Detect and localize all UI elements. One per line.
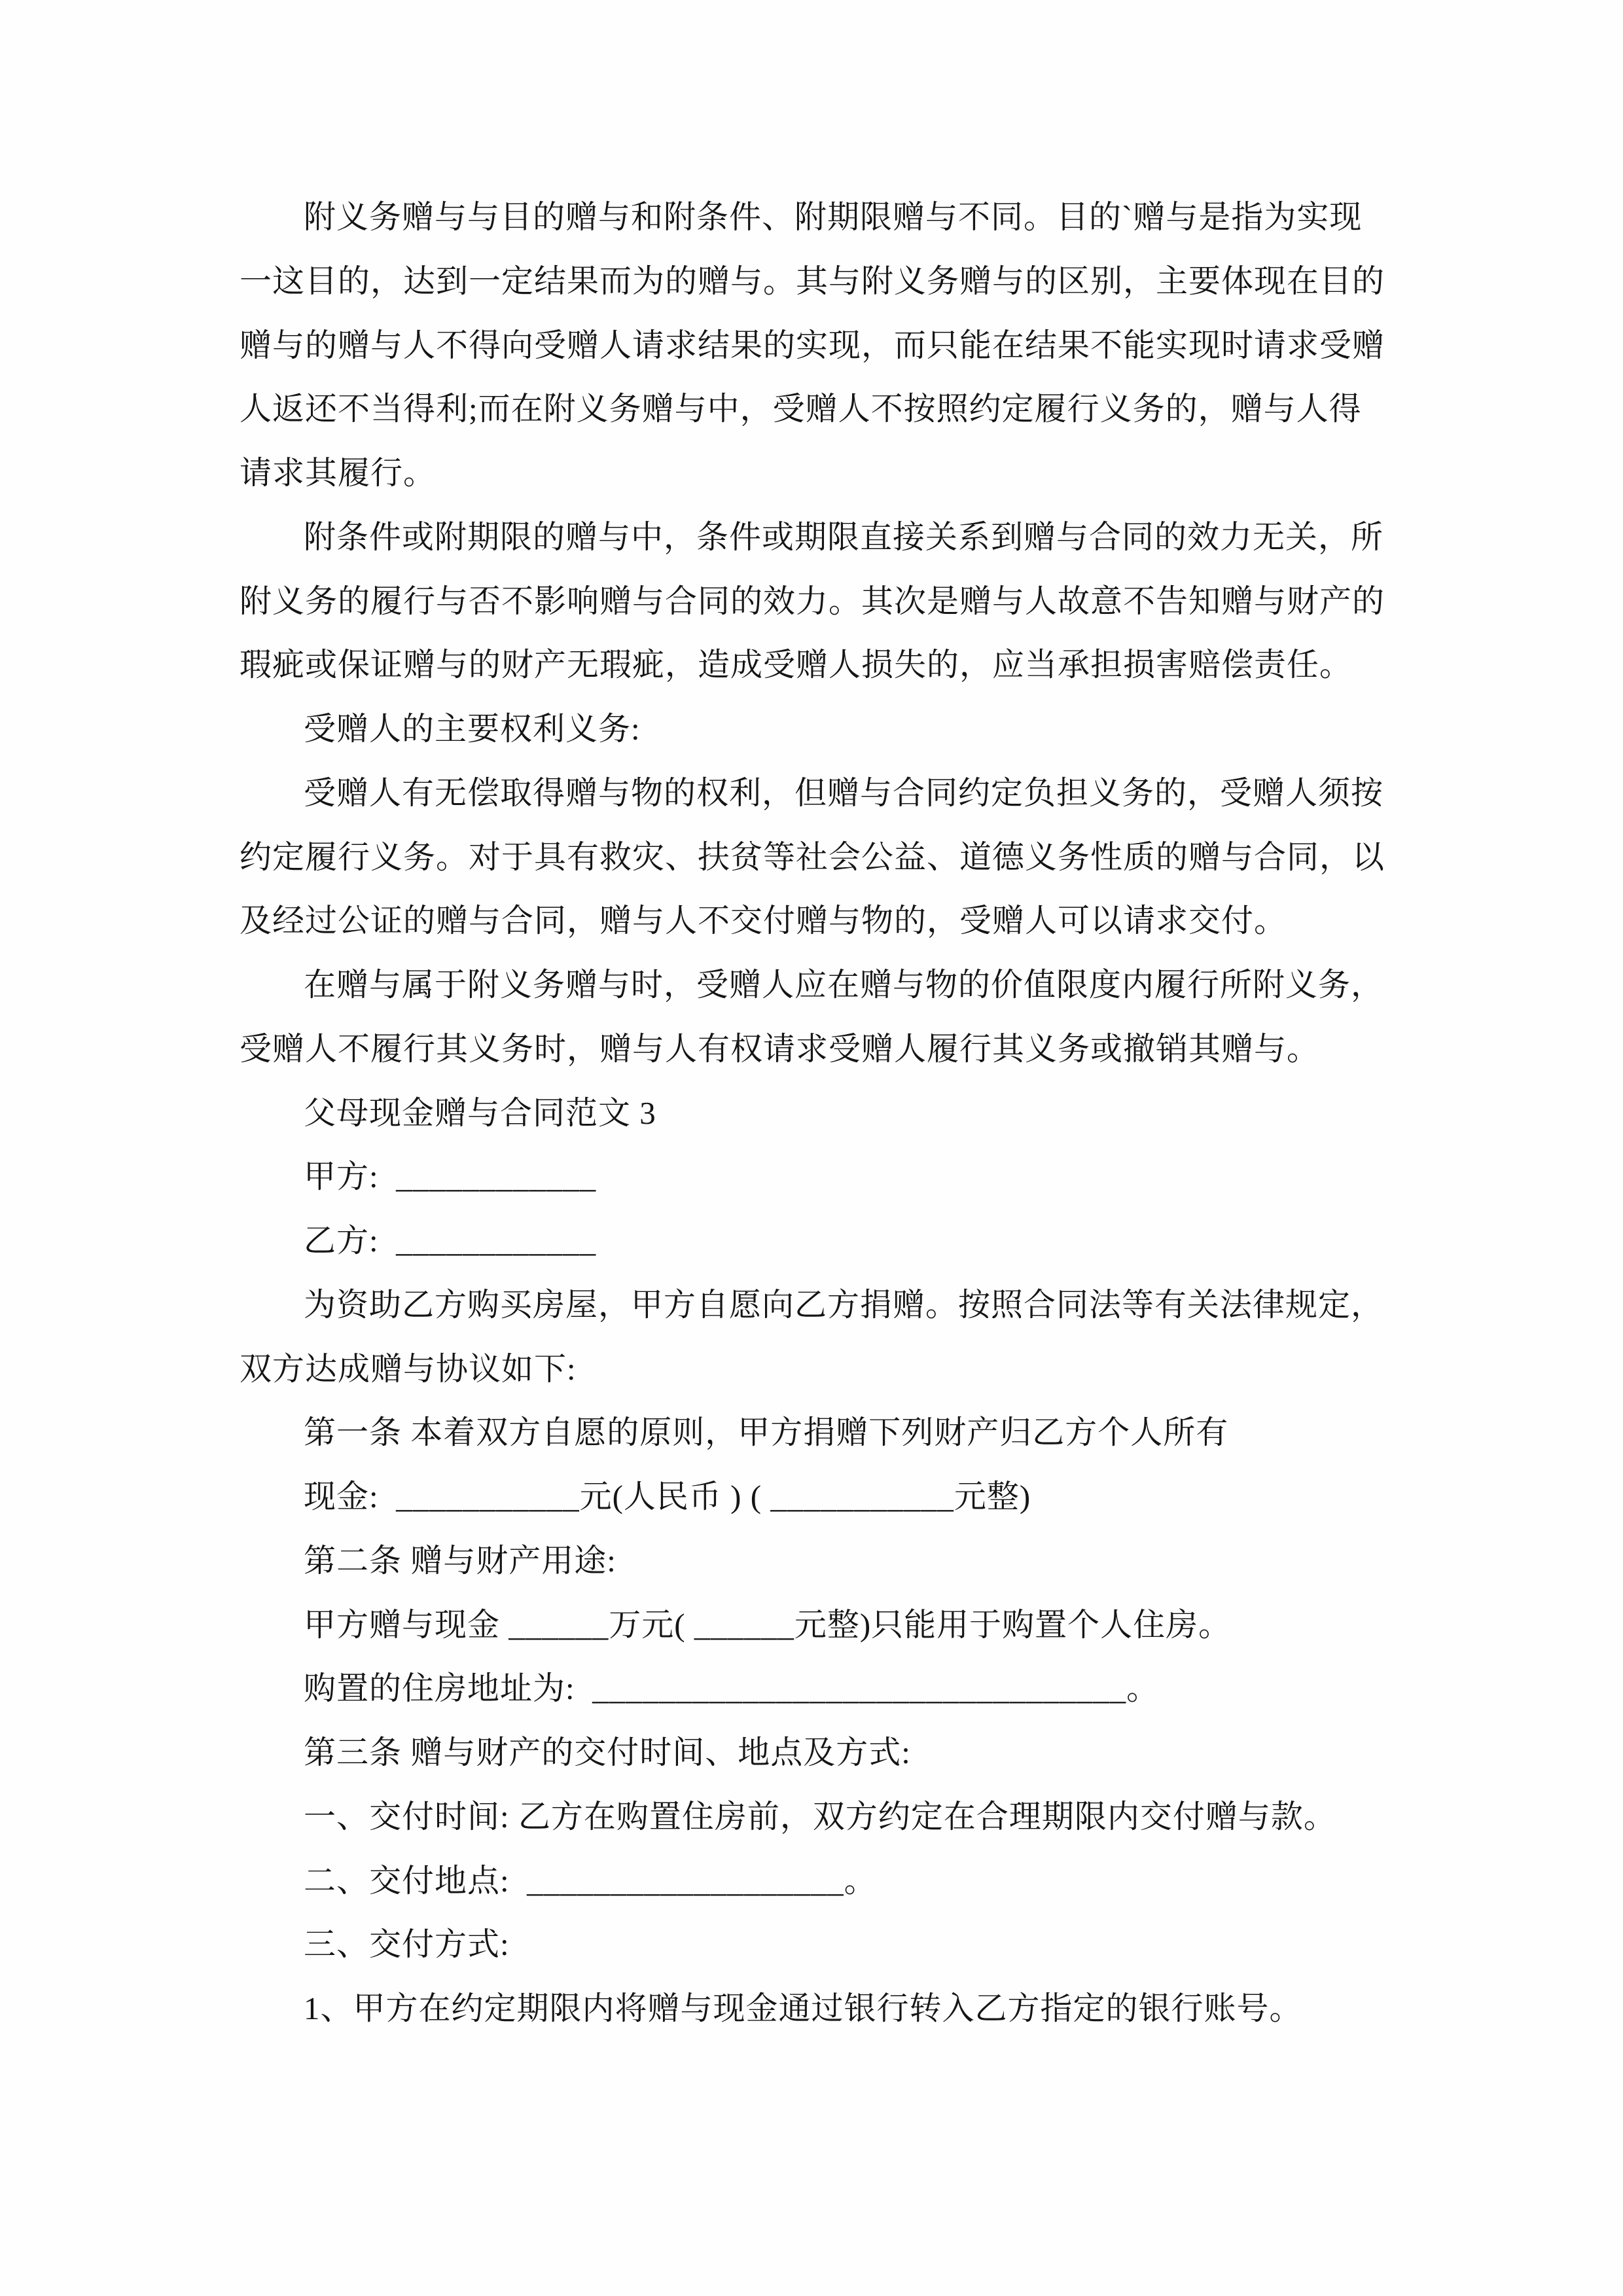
text-line: 现金: ___________元(人民币 ) ( ___________元整): [304, 1479, 1031, 1515]
text-line: 甲方赠与现金 ______万元( ______元整)只能用于购置个人住房。: [304, 1606, 1232, 1643]
text-line: 附义务的履行与否不影响赠与合同的效力。其次是赠与人故意不告知赠与财产的: [240, 583, 1385, 619]
text-line: 第一条 本着双方自愿的原则，甲方捐赠下列财产归乙方个人所有: [304, 1414, 1229, 1451]
text-line: 受赠人的主要权利义务:: [304, 711, 641, 747]
text-line: 购置的住房地址为: ________________________________。: [304, 1670, 1160, 1707]
text-line: 请求其履行。: [240, 455, 437, 491]
text-line: 人返还不当得利;而在附义务赠与中，受赠人不按照约定履行义务的，赠与人得: [240, 391, 1362, 427]
text-line: 甲方: ____________: [304, 1158, 597, 1195]
text-line: 父母现金赠与合同范文 3: [304, 1094, 656, 1131]
text-line: 为资助乙方购买房屋，甲方自愿向乙方捐赠。按照合同法等有关法律规定，: [304, 1286, 1384, 1323]
text-line: 第三条 赠与财产的交付时间、地点及方式:: [304, 1734, 911, 1770]
text-line: 赠与的赠与人不得向受赠人请求结果的实现，而只能在结果不能实现时请求受赠: [240, 327, 1385, 363]
text-line: 约定履行义务。对于具有救灾、扶贫等社会公益、道德义务性质的赠与合同，以: [240, 838, 1385, 875]
text-line: 及经过公证的赠与合同，赠与人不交付赠与物的，受赠人可以请求交付。: [240, 903, 1287, 939]
text-line: 附条件或附期限的赠与中，条件或期限直接关系到赠与合同的效力无关，所: [304, 518, 1384, 555]
text-line: 瑕疵或保证赠与的财产无瑕疵，造成受赠人损失的，应当承担损害赔偿责任。: [240, 647, 1353, 683]
text-line: 乙方: ____________: [304, 1223, 597, 1259]
text-line: 双方达成赠与协议如下:: [240, 1350, 577, 1387]
text-line: 一这目的，达到一定结果而为的赠与。其与附义务赠与的区别，主要体现在目的: [240, 262, 1385, 299]
text-line: 第二条 赠与财产用途:: [304, 1542, 616, 1579]
text-line: 一、交付时间: 乙方在购置住房前，双方约定在合理期限内交付赠与款。: [304, 1798, 1336, 1835]
text-line: 在赠与属于附义务赠与时，受赠人应在赠与物的价值限度内履行所附义务，: [304, 967, 1384, 1003]
document-body: [240, 185, 1411, 2041]
text-line: 二、交付地点: ___________________。: [304, 1862, 877, 1899]
text-line: 1、甲方在约定期限内将赠与现金通过银行转入乙方指定的银行账号。: [304, 1990, 1302, 2026]
text-line: 三、交付方式:: [304, 1926, 510, 1963]
text-line: 受赠人有无偿取得赠与物的权利，但赠与合同约定负担义务的，受赠人须按: [304, 774, 1384, 811]
text-line: 受赠人不履行其义务时，赠与人有权请求受赠人履行其义务或撤销其赠与。: [240, 1030, 1320, 1067]
text-line: 附义务赠与与目的赠与和附条件、附期限赠与不同。目的`赠与是指为实现: [304, 199, 1363, 235]
